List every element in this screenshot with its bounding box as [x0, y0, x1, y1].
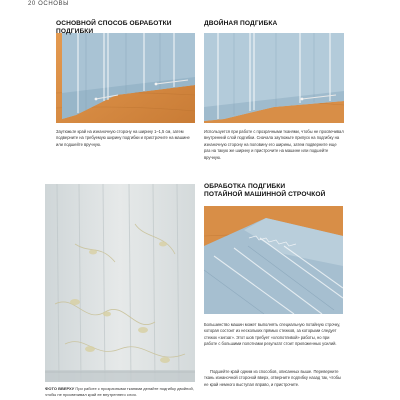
- photo-blind-hem: [204, 206, 343, 314]
- photo-caption-text: При работе с прозрачными тканями делайте подгибку двойной, чтобы не просвечивал край ее внутреннего слоя.: [45, 386, 194, 397]
- heading-basic-hem: ОСНОВНОЙ СПОСОБ ОБРАБОТКИ ПОДГИБКИ: [56, 20, 172, 35]
- heading-double-hem: ДВОЙНАЯ ПОДГИБКА: [204, 20, 278, 27]
- photo-basic-hem: [56, 33, 195, 123]
- heading-blind-hem-line1: ОБРАБОТКА ПОДГИБКИ: [204, 183, 286, 190]
- running-head: 20 ОСНОВЫ: [28, 1, 70, 7]
- photo-sheer-curtain: [45, 184, 195, 382]
- photo-double-hem: [204, 33, 344, 123]
- text-blind-hem-1: Большинство машин может выполнять специальную потайную строчку, которая состоит из нескольких прямых стежков, за которыми следует стежок «зигзаг». Этот шов требует «хлопотливой» работы, но при работе с большими полотнами результат стоит приложенных усилий.: [204, 322, 341, 347]
- text-basic-hem: Заутюжьте край на изнаночную сторону на ширину 1–1,5 см, затем подверните на требуемую ширину подгибки и пристрочите на машине или подшейте вручную.: [56, 129, 190, 147]
- text-double-hem: Используется при работе с прозрачными тканями, чтобы не просвечивал внутренний слой подгибки. Сначала заутюжьте припуск на подгибку на изнаночную сторону на половину его ширины, затем подверните еще раз на такую же ширину и пристрочите на машине или подшейте вручную.: [204, 129, 344, 160]
- photo-caption-lead: ФОТО ВВЕРХУ: [45, 386, 75, 391]
- heading-blind-hem-line2: ПОТАЙНОЙ МАШИННОЙ СТРОЧКОЙ: [204, 191, 326, 198]
- text-blind-hem-2: Подшейте край одним из способов, описанных выше. Переверните ткань изнаночной стороной вверх, отверните подгибку назад так, чтобы ее край немного выступал вправо, и пристрочите.: [204, 369, 341, 387]
- photo-caption: [45, 386, 195, 398]
